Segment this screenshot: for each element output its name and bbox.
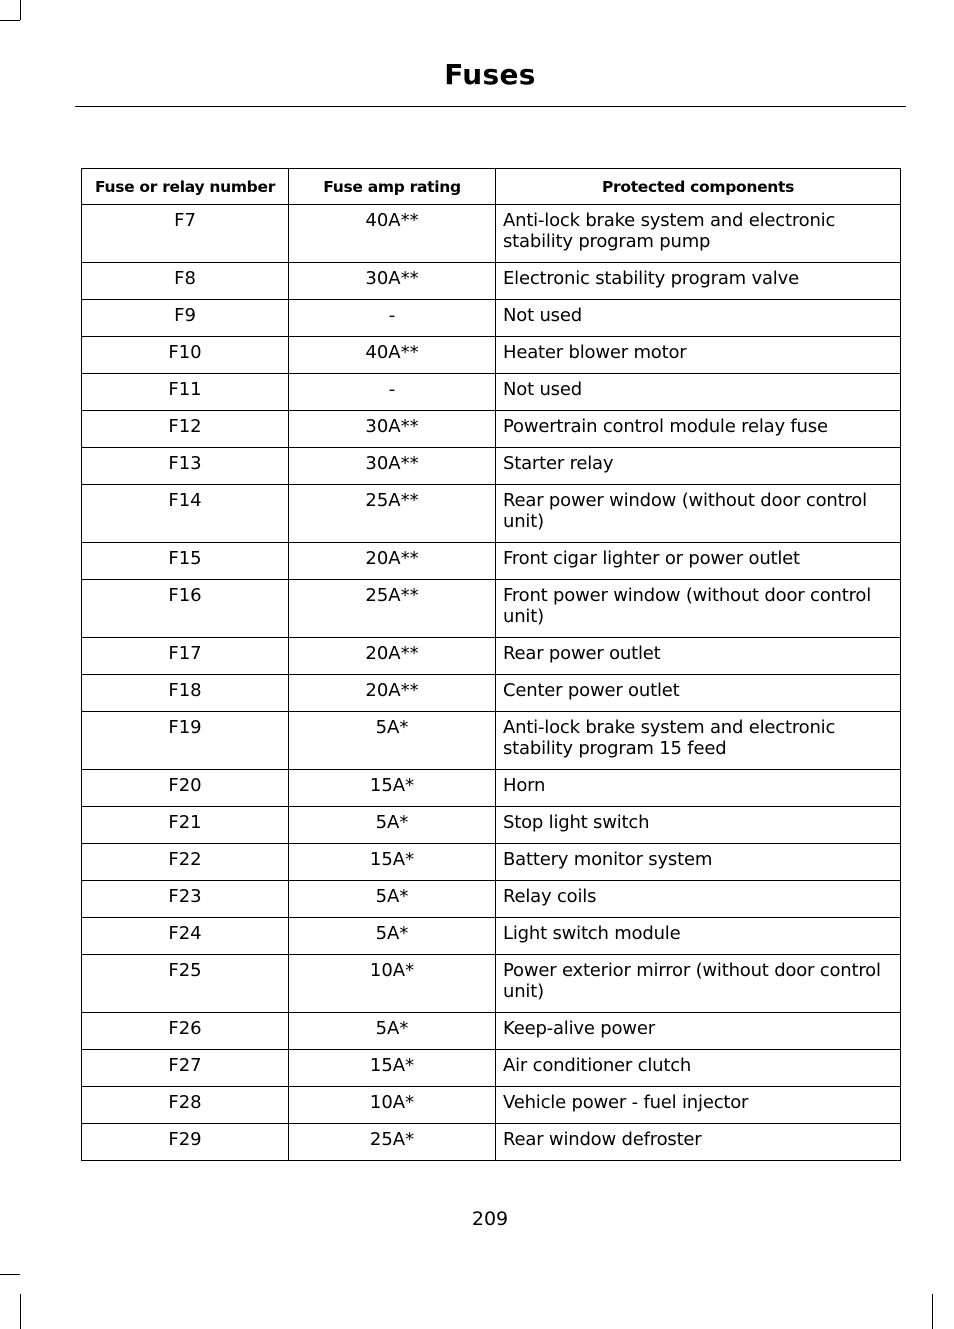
fuse-number-cell: F19	[82, 712, 289, 770]
protected-component-cell: Stop light switch	[496, 807, 901, 844]
table-row	[82, 844, 901, 881]
title-divider	[75, 106, 906, 107]
amp-rating-cell: 25A**	[289, 580, 496, 638]
protected-component-cell: Front power window (without door control unit)	[496, 580, 901, 638]
amp-rating-cell: 10A*	[289, 1087, 496, 1124]
fuse-number-cell: F13	[82, 448, 289, 485]
protected-component-cell: Horn	[496, 770, 901, 807]
amp-rating-cell: 20A**	[289, 543, 496, 580]
protected-component-cell: Not used	[496, 300, 901, 337]
amp-rating-cell: -	[289, 300, 496, 337]
table-row	[82, 205, 901, 263]
table-row	[82, 770, 901, 807]
crop-mark	[20, 1294, 21, 1329]
table-row	[82, 263, 901, 300]
table-row	[82, 1050, 901, 1087]
table-row	[82, 337, 901, 374]
protected-component-cell: Air conditioner clutch	[496, 1050, 901, 1087]
fuse-number-cell: F22	[82, 844, 289, 881]
table-row	[82, 881, 901, 918]
amp-rating-cell: 25A**	[289, 485, 496, 543]
amp-rating-cell: 15A*	[289, 1050, 496, 1087]
protected-component-cell: Electronic stability program valve	[496, 263, 901, 300]
protected-component-cell: Vehicle power - fuel injector	[496, 1087, 901, 1124]
protected-component-cell: Anti-lock brake system and electronic stability program 15 feed	[496, 712, 901, 770]
fuse-number-cell: F18	[82, 675, 289, 712]
table-row	[82, 918, 901, 955]
protected-component-cell: Rear power window (without door control unit)	[496, 485, 901, 543]
fuse-number-cell: F14	[82, 485, 289, 543]
crop-mark	[20, 0, 21, 20]
table-row	[82, 807, 901, 844]
fuse-number-cell: F21	[82, 807, 289, 844]
fuse-number-cell: F29	[82, 1124, 289, 1161]
fuse-number-cell: F23	[82, 881, 289, 918]
fuse-number-cell: F10	[82, 337, 289, 374]
fuse-number-cell: F9	[82, 300, 289, 337]
fuse-number-cell: F7	[82, 205, 289, 263]
table-row	[82, 411, 901, 448]
fuse-number-cell: F28	[82, 1087, 289, 1124]
protected-component-cell: Center power outlet	[496, 675, 901, 712]
column-header-fuse-number: Fuse or relay number	[82, 169, 289, 205]
fuse-number-cell: F12	[82, 411, 289, 448]
table-row	[82, 1124, 901, 1161]
table-row	[82, 712, 901, 770]
protected-component-cell: Not used	[496, 374, 901, 411]
table-row	[82, 955, 901, 1013]
table-row	[82, 543, 901, 580]
column-header-protected-components: Protected components	[496, 169, 901, 205]
amp-rating-cell: 30A**	[289, 448, 496, 485]
column-header-amp-rating: Fuse amp rating	[289, 169, 496, 205]
fuse-number-cell: F17	[82, 638, 289, 675]
protected-component-cell: Light switch module	[496, 918, 901, 955]
protected-component-cell: Heater blower motor	[496, 337, 901, 374]
amp-rating-cell: 30A**	[289, 411, 496, 448]
protected-component-cell: Rear window defroster	[496, 1124, 901, 1161]
protected-component-cell: Rear power outlet	[496, 638, 901, 675]
crop-mark	[0, 20, 20, 21]
amp-rating-cell: 5A*	[289, 807, 496, 844]
amp-rating-cell: 5A*	[289, 1013, 496, 1050]
fuse-number-cell: F8	[82, 263, 289, 300]
fuse-number-cell: F11	[82, 374, 289, 411]
fuse-number-cell: F26	[82, 1013, 289, 1050]
table-row	[82, 1013, 901, 1050]
table-header-row	[82, 169, 901, 205]
fuse-table	[81, 168, 901, 1161]
table-body	[82, 205, 901, 1161]
table-row	[82, 638, 901, 675]
table-row	[82, 374, 901, 411]
table-row	[82, 580, 901, 638]
protected-component-cell: Front cigar lighter or power outlet	[496, 543, 901, 580]
fuse-number-cell: F25	[82, 955, 289, 1013]
protected-component-cell: Relay coils	[496, 881, 901, 918]
protected-component-cell: Powertrain control module relay fuse	[496, 411, 901, 448]
protected-component-cell: Battery monitor system	[496, 844, 901, 881]
amp-rating-cell: 5A*	[289, 918, 496, 955]
amp-rating-cell: 5A*	[289, 881, 496, 918]
protected-component-cell: Starter relay	[496, 448, 901, 485]
amp-rating-cell: 40A**	[289, 205, 496, 263]
amp-rating-cell: 20A**	[289, 638, 496, 675]
crop-mark	[0, 1274, 20, 1275]
protected-component-cell: Anti-lock brake system and electronic stability program pump	[496, 205, 901, 263]
table-row	[82, 1087, 901, 1124]
page-title: Fuses	[444, 58, 536, 91]
fuse-number-cell: F24	[82, 918, 289, 955]
crop-mark	[932, 1294, 933, 1329]
fuse-number-cell: F27	[82, 1050, 289, 1087]
amp-rating-cell: 5A*	[289, 712, 496, 770]
amp-rating-cell: 15A*	[289, 770, 496, 807]
amp-rating-cell: -	[289, 374, 496, 411]
amp-rating-cell: 15A*	[289, 844, 496, 881]
table-row	[82, 300, 901, 337]
protected-component-cell: Power exterior mirror (without door control unit)	[496, 955, 901, 1013]
page-number: 209	[471, 1208, 509, 1230]
amp-rating-cell: 40A**	[289, 337, 496, 374]
table-row	[82, 675, 901, 712]
table-row	[82, 485, 901, 543]
fuse-number-cell: F15	[82, 543, 289, 580]
amp-rating-cell: 10A*	[289, 955, 496, 1013]
fuse-number-cell: F16	[82, 580, 289, 638]
table-row	[82, 448, 901, 485]
protected-component-cell: Keep-alive power	[496, 1013, 901, 1050]
fuse-number-cell: F20	[82, 770, 289, 807]
amp-rating-cell: 25A*	[289, 1124, 496, 1161]
amp-rating-cell: 30A**	[289, 263, 496, 300]
amp-rating-cell: 20A**	[289, 675, 496, 712]
